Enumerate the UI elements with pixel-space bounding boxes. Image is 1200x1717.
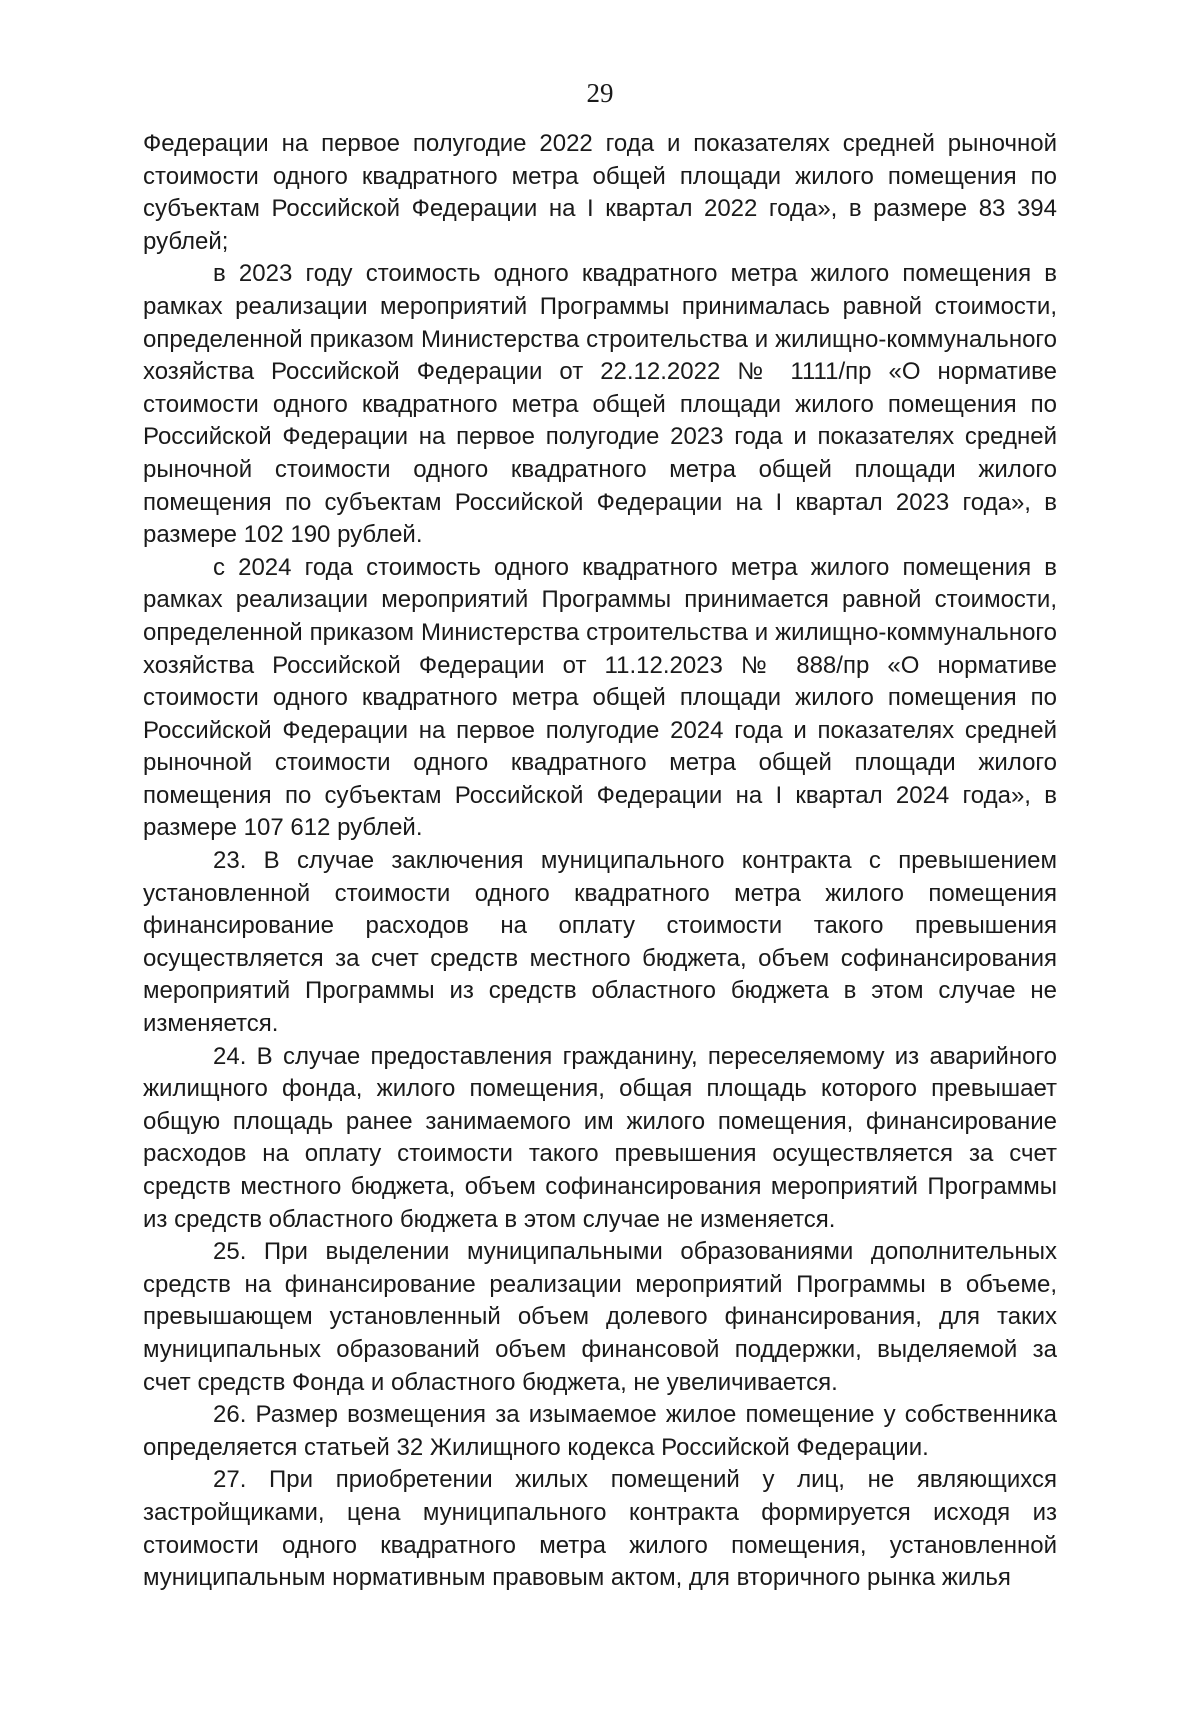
paragraph-item-27: 27. При приобретении жилых помещений у лиц, не являющихся застройщиками, цена муниципального контракта формируется исходя из стоимости одного квадратного метра жилого помещения, установленной муниципальным нормативным правовым актом, для вторичного рынка жилья — [143, 1466, 1057, 1592]
paragraph-item-25: 25. При выделении муниципальными образованиями дополнительных средств на финансирование реализации мероприятий Программы в объеме, превышающем установленный объем долевого финансирования, для таких муниципальных образований объем финансовой поддержки, выделяемой за счет средств Фонда и областного бюджета, не увеличивается. — [143, 1238, 1057, 1396]
document-body — [143, 128, 1057, 1595]
paragraph-continuation-2022-cost: Федерации на первое полугодие 2022 года и показателях средней рыночной стоимости одного квадратного метра общей площади жилого помещения по субъектам Российской Федерации на I квартал 2022 года», в размере 83 394 рублей; — [143, 130, 1057, 255]
paragraph-item-23: 23. В случае заключения муниципального контракта с превышением установленной стоимости одного квадратного метра жилого помещения финансирование расходов на оплату стоимости такого превышения осуществляется за счет средств местного бюджета, объем софинансирования мероприятий Программы из средств областного бюджета в этом случае не изменяется. — [143, 847, 1057, 1038]
paragraph-item-26: 26. Размер возмещения за изымаемое жилое помещение у собственника определяется статьей 32 Жилищного кодекса Российской Федерации. — [143, 1401, 1057, 1461]
page-number: 29 — [586, 78, 614, 108]
paragraph-2024-cost: с 2024 года стоимость одного квадратного метра жилого помещения в рамках реализации мероприятий Программы принимается равной стоимости, определенной приказом Министерства строительства и жилищно-коммунального хозяйства Российской Федерации от 11.12.2023 № 888/пр «О нормативе стоимости одного квадратного метра общей площади жилого помещения по Российской Федерации на первое полугодие 2024 года и показателях средней рыночной стоимости одного квадратного метра общей площади жилого помещения по субъектам Российской Федерации на I квартал 2024 года», в размере 107 612 рублей. — [143, 553, 1057, 842]
paragraph-2023-cost: в 2023 году стоимость одного квадратного метра жилого помещения в рамках реализации мероприятий Программы принималась равной стоимости, определенной приказом Министерства строительства и жилищно-коммунального хозяйства Российской Федерации от 22.12.2022 № 1111/пр «О нормативе стоимости одного квадратного метра общей площади жилого помещения по Российской Федерации на первое полугодие 2023 года и показателях средней рыночной стоимости одного квадратного метра общей площади жилого помещения по субъектам Российской Федерации на I квартал 2023 года», в размере 102 190 рублей. — [143, 260, 1057, 549]
paragraph-item-24: 24. В случае предоставления гражданину, переселяемому из аварийного жилищного фонда, жилого помещения, общая площадь которого превышает общую площадь ранее занимаемого им жилого помещения, финансирование расходов на оплату стоимости такого превышения осуществляется за счет средств местного бюджета, объем софинансирования мероприятий Программы из средств областного бюджета в этом случае не изменяется. — [143, 1042, 1057, 1233]
